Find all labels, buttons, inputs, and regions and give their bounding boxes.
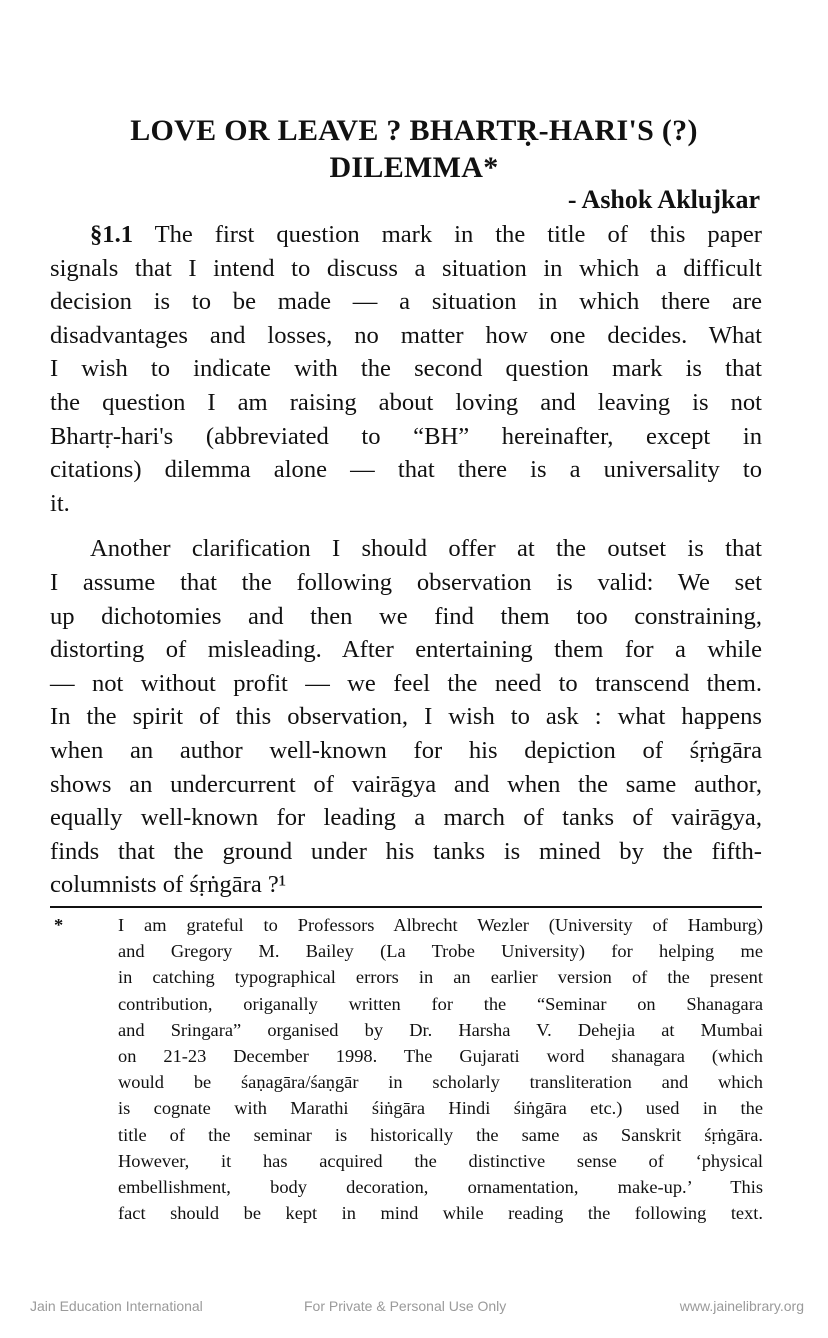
paragraph-2-line: — not without profit — we feel the need to transcend them. [50, 669, 762, 697]
paragraph-2-line: Another clarification I should offer at the outset is that [90, 535, 762, 563]
footnote-line: and Sringara” organised by Dr. Harsha V. Dehejia at Mumbai [118, 1019, 763, 1040]
footnote-line: and Gregory M. Bailey (La Trobe University) for helping me [118, 941, 763, 962]
footnote-text [118, 912, 763, 1226]
title-line-1: LOVE OR LEAVE ? BHARTṚ-HARI'S (?) [130, 114, 698, 147]
footnote-line: However, it has acquired the distinctive sense of ‘physical [118, 1150, 763, 1171]
author-name: - Ashok Aklujkar [567, 185, 760, 214]
paragraph-1-line: §1.1 The first question mark in the title of this paper [90, 221, 762, 248]
watermark-center: For Private & Personal Use Only [304, 1298, 507, 1314]
paragraph-2-line: columnists of śṛṅgāra ?¹ [50, 871, 287, 899]
article-body [50, 218, 762, 902]
paragraph-1-line: Bhartṛ-hari's (abbreviated to “BH” hereinafter, except in [50, 422, 762, 450]
paragraph-1-line: it. [50, 489, 70, 517]
footnote-line: I am grateful to Professors Albrecht Wezler (University of Hamburg) [118, 915, 763, 935]
paragraph-1 [50, 218, 762, 520]
footnote-line: in catching typographical errors in an earlier version of the present [118, 967, 763, 988]
paragraph-1-line: signals that I intend to discuss a situation in which a difficult [50, 254, 762, 282]
paragraph-2-line: I assume that the following observation is valid: We set [50, 568, 762, 596]
footnote-divider [50, 906, 762, 908]
paragraph-2-line: when an author well-known for his depiction of śṛṅgāra [50, 736, 762, 764]
footnote-line: embellishment, body decoration, ornamentation, make-up.’ This [118, 1177, 763, 1198]
footnote-line: is cognate with Marathi śiṅgāra Hindi śiṅgāra etc.) used in the [118, 1098, 763, 1119]
paragraph-1-line: decision is to be made — a situation in which there are [50, 288, 762, 316]
footnote-line: on 21-23 December 1998. The Gujarati word shanagara (which [118, 1046, 763, 1067]
paragraph-1-line: disadvantages and losses, no matter how one decides. What [50, 321, 762, 349]
paragraph-2-line: finds that the ground under his tanks is mined by the fifth- [50, 837, 762, 865]
paragraph-2 [50, 532, 762, 902]
section-number: §1.1 [90, 221, 134, 248]
paragraph-2-line: distorting of misleading. After entertaining them for a while [50, 636, 762, 664]
footnote-marker: * [54, 915, 64, 935]
paragraph-1-line: I wish to indicate with the second question mark is that [50, 355, 762, 383]
footnote-line: title of the seminar is historically the same as Sanskrit śṛṅgāra. [118, 1124, 763, 1145]
watermark-right-link[interactable]: www.jainelibrary.org [679, 1298, 804, 1314]
paragraph-2-line: shows an undercurrent of vairāgya and when the same author, [50, 770, 762, 798]
watermark-left: Jain Education International [30, 1298, 203, 1314]
article-title [60, 112, 768, 186]
paragraph-2-line: equally well-known for leading a march of tanks of vairāgya, [50, 804, 762, 832]
footnote-line: would be śaṇagāra/śaṇgār in scholarly transliteration and which [118, 1072, 763, 1093]
footnote-line: fact should be kept in mind while reading the following text. [118, 1203, 763, 1224]
paragraph-2-line: In the spirit of this observation, I wish to ask : what happens [50, 703, 762, 731]
paragraph-1-line: citations) dilemma alone — that there is a universality to [50, 456, 762, 484]
paragraph-2-line: up dichotomies and then we find them too constraining, [50, 602, 762, 630]
title-line-2: DILEMMA* [329, 151, 499, 184]
footnote-line: contribution, origanally written for the “Seminar on Shanagara [118, 993, 763, 1014]
paragraph-1-line: the question I am raising about loving and leaving is not [50, 388, 762, 416]
